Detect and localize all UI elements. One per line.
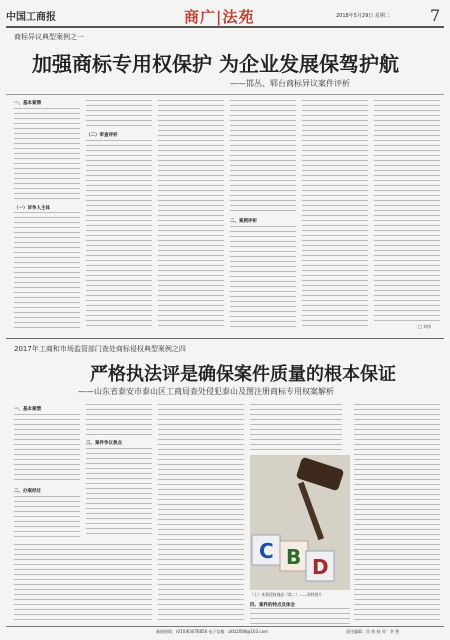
article2-kicker: 2017年工商和市场监管部门查处商标侵权典型案例之四 <box>14 345 186 353</box>
article1-rule <box>6 94 444 95</box>
article1-col-5 <box>302 100 368 330</box>
footer-contact: 新闻热线：(010)63076856 电子信箱：zkfz2008@163.com <box>156 629 268 634</box>
article2-col-1a <box>14 414 80 484</box>
article2-col-1b <box>14 496 80 538</box>
article1-col-6 <box>374 100 440 322</box>
article1-headline: 加强商标专用权保护 为企业发展保驾护航 <box>32 52 399 76</box>
article1-section-2: 二、案例评析 <box>230 219 257 224</box>
footer <box>6 626 444 637</box>
article2-headline: 严格执法评是确保案件质量的根本保证 <box>90 364 396 385</box>
article1-subsection-2: （二）审查评析 <box>86 133 118 138</box>
gavel-illustration <box>250 455 350 590</box>
article1-col-2b <box>86 140 152 330</box>
article2-col-2b <box>86 448 152 538</box>
article2-section-3: 三、案件争议焦点 <box>86 441 122 446</box>
photo-caption: （上）本案侵权商品（第二）——资料图片 <box>250 592 323 597</box>
article2-section-4: 四、案件的特点及体会 <box>250 603 295 608</box>
article1-col-4b <box>230 226 296 330</box>
svg-text:C: C <box>259 539 274 563</box>
gavel-blocks-photo <box>250 455 350 590</box>
footer-editors: 责任编辑：肖 伟 校 对：李 想 <box>346 629 400 634</box>
article2-col-3 <box>158 404 244 590</box>
article-divider <box>6 338 444 339</box>
article1-subsection-1: （一）诉争人主体 <box>14 206 50 211</box>
article2-col-4b <box>250 608 350 624</box>
svg-text:B: B <box>286 545 302 569</box>
article2-subhead: ——山东省泰安市泰山区工商局查处侵犯泰山及图注册商标专用权案解析 <box>78 387 334 396</box>
article1-col-2a <box>86 100 152 130</box>
article2-col-4 <box>250 404 342 452</box>
page-number: 7 <box>430 6 441 25</box>
masthead <box>6 6 444 28</box>
article1-signature: □ 刘伟 <box>418 324 432 329</box>
svg-text:D: D <box>312 555 329 579</box>
article1-col-1b <box>14 212 80 330</box>
article2-col-bottom <box>14 544 152 624</box>
article1-kicker: 商标异议典型案例之一 <box>14 33 84 41</box>
article2-col-5 <box>354 404 440 624</box>
article1-col-3 <box>158 100 224 330</box>
date-line: 2018年5月29日 星期二 <box>336 13 390 19</box>
article2-section-2: 二、办案经过 <box>14 489 41 494</box>
section-title: 商广|法苑 <box>184 8 255 26</box>
article2-col-2a <box>86 404 152 436</box>
article1-col-1a <box>14 108 80 202</box>
article1-section-1: 一、基本案情 <box>14 101 41 106</box>
paper-name: 中国工商报 <box>6 12 56 23</box>
article2-col-3b <box>158 594 244 624</box>
article1-subhead: ——邯丛、郓台商标异议案件评析 <box>230 79 350 88</box>
article1-col-4a <box>230 100 296 215</box>
article2-section-1: 一、基本案情 <box>14 407 41 412</box>
